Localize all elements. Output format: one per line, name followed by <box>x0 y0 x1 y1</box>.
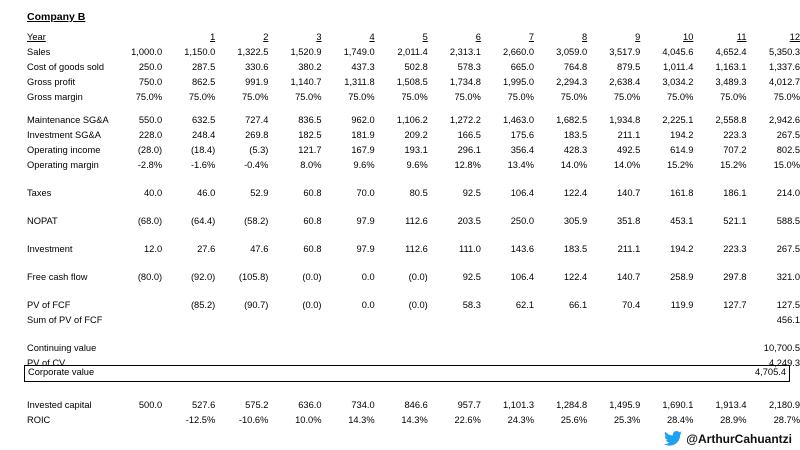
spacer-cell <box>27 201 800 214</box>
value-cell: 193.1 <box>404 145 428 155</box>
table-row <box>27 158 800 173</box>
value-cell: 2,558.8 <box>715 115 747 125</box>
value-cell: 614.9 <box>670 145 694 155</box>
value-cell: 4,012.7 <box>768 77 800 87</box>
row-spacer <box>27 257 800 270</box>
value-cell: 75.0% <box>720 92 747 102</box>
year-header-cell: 6 <box>475 32 481 42</box>
value-cell: 140.7 <box>616 272 641 282</box>
value-cell: (5.3) <box>249 145 269 155</box>
value-cell: 321.0 <box>776 272 800 282</box>
value-cell: 40.0 <box>144 188 163 198</box>
twitter-bird-icon <box>664 431 682 446</box>
table-row <box>27 298 800 313</box>
value-cell: 2,942.6 <box>768 115 800 125</box>
value-cell: 14.0% <box>613 160 641 170</box>
value-cell: 0.0 <box>361 300 375 310</box>
value-cell: 550.0 <box>138 115 163 125</box>
value-cell: (28.0) <box>137 145 163 155</box>
row-label: Operating margin <box>27 160 99 170</box>
value-cell: 140.7 <box>616 188 641 198</box>
value-cell: 194.2 <box>670 244 694 254</box>
value-cell: 356.4 <box>510 145 534 155</box>
value-cell: 2,294.3 <box>556 77 588 87</box>
value-cell: 351.8 <box>616 216 641 226</box>
table-row <box>27 313 800 328</box>
table-row <box>27 143 800 158</box>
twitter-handle-text: @ArthurCahuantzi <box>686 431 792 446</box>
value-cell: 60.8 <box>303 244 322 254</box>
value-cell <box>126 313 162 328</box>
value-cell: 2,180.9 <box>768 400 800 410</box>
value-cell: 2,225.1 <box>662 115 694 125</box>
row-spacer <box>27 173 800 186</box>
value-cell: 1,682.5 <box>556 115 588 125</box>
value-cell: 112.6 <box>405 244 428 254</box>
value-cell: 453.1 <box>670 216 694 226</box>
value-cell <box>162 341 215 356</box>
value-cell <box>587 313 640 328</box>
twitter-handle[interactable] <box>664 431 792 446</box>
row-label: Investment SG&A <box>27 130 101 140</box>
value-cell: -1.6% <box>190 160 216 170</box>
value-cell: 143.6 <box>510 244 534 254</box>
value-cell: 1,311.8 <box>344 77 375 87</box>
value-cell: 879.5 <box>616 62 641 72</box>
value-cell: 258.9 <box>670 272 694 282</box>
year-header-cell: 1 <box>210 32 216 42</box>
value-cell: 575.2 <box>245 400 269 410</box>
row-label: Operating income <box>27 145 101 155</box>
value-cell: 846.6 <box>404 400 428 410</box>
value-cell: 1,000.0 <box>131 47 163 57</box>
value-cell: 250.0 <box>138 62 163 72</box>
value-cell: 52.9 <box>250 188 269 198</box>
value-cell: 521.1 <box>723 216 747 226</box>
value-cell: (18.4) <box>190 145 216 155</box>
value-cell: 527.6 <box>191 400 216 410</box>
value-cell: 802.5 <box>776 145 800 155</box>
value-cell: -2.8% <box>137 160 163 170</box>
row-label: Maintenance SG&A <box>27 115 109 125</box>
value-cell: 228.0 <box>138 130 163 140</box>
value-cell: 46.0 <box>197 188 216 198</box>
corporate-value-amount: 4,705.4 <box>754 367 786 377</box>
value-cell: 1,995.0 <box>502 77 534 87</box>
value-cell <box>534 313 587 328</box>
value-cell: 111.0 <box>458 244 481 254</box>
value-cell: 1,101.3 <box>502 400 534 410</box>
value-cell: 75.0% <box>401 92 428 102</box>
row-spacer <box>27 285 800 298</box>
value-cell: 4,249.3 <box>768 358 800 368</box>
value-cell: 58.3 <box>462 300 481 310</box>
value-cell: 70.0 <box>356 188 375 198</box>
value-cell: 75.0% <box>242 92 269 102</box>
value-cell: (92.0) <box>190 272 216 282</box>
table-row <box>27 341 800 356</box>
table-row <box>27 413 800 428</box>
value-cell: 112.6 <box>405 216 428 226</box>
value-cell: 330.6 <box>245 62 269 72</box>
value-cell: 181.9 <box>351 130 375 140</box>
year-header-cell: 8 <box>581 32 588 42</box>
value-cell: 97.9 <box>356 216 375 226</box>
value-cell <box>640 313 693 328</box>
value-cell: 106.4 <box>510 188 534 198</box>
value-cell: 223.3 <box>723 130 747 140</box>
value-cell: 297.8 <box>723 272 747 282</box>
value-cell: 161.8 <box>670 188 694 198</box>
table-row <box>27 270 800 285</box>
value-cell: 211.1 <box>617 130 641 140</box>
spacer-cell <box>27 173 800 186</box>
value-cell: 194.2 <box>670 130 694 140</box>
value-cell: 22.6% <box>454 415 481 425</box>
row-label: PV of FCF <box>27 300 71 310</box>
value-cell: (58.2) <box>244 216 269 226</box>
row-label: NOPAT <box>27 216 58 226</box>
value-cell: 60.8 <box>303 216 322 226</box>
value-cell: 75.0% <box>454 92 481 102</box>
value-cell: 214.0 <box>776 188 800 198</box>
year-header-label: Year <box>27 32 46 42</box>
row-label: Cost of goods sold <box>27 62 105 72</box>
value-cell: 27.6 <box>197 244 216 254</box>
value-cell: 492.5 <box>616 145 641 155</box>
row-spacer <box>27 229 800 242</box>
value-cell: 75.0% <box>560 92 588 102</box>
row-label: Gross profit <box>27 77 76 87</box>
value-cell: 1,106.2 <box>396 115 428 125</box>
value-cell: 24.3% <box>507 415 534 425</box>
corporate-value-label: Corporate value <box>28 367 95 377</box>
value-cell: 707.2 <box>723 145 747 155</box>
value-cell: 4,652.4 <box>715 47 747 57</box>
value-cell: 122.4 <box>563 272 588 282</box>
value-cell: 13.4% <box>507 160 534 170</box>
value-cell: 1,337.6 <box>768 62 800 72</box>
value-cell: 1,913.4 <box>715 400 747 410</box>
value-cell: 75.0% <box>188 92 216 102</box>
value-cell: -10.6% <box>238 415 269 425</box>
value-cell: -0.4% <box>244 160 269 170</box>
row-label: Continuing value <box>27 343 97 353</box>
table-row <box>27 186 800 201</box>
value-cell <box>587 341 640 356</box>
value-cell: (0.0) <box>408 272 428 282</box>
value-cell: 92.5 <box>462 188 481 198</box>
value-cell: 380.2 <box>298 62 322 72</box>
value-cell: 60.8 <box>303 188 322 198</box>
table-row <box>27 242 800 257</box>
spacer-cell <box>27 105 800 113</box>
value-cell: 119.9 <box>670 300 694 310</box>
value-cell: 75.0% <box>773 92 800 102</box>
table-row <box>27 90 800 105</box>
value-cell: 28.4% <box>667 415 694 425</box>
value-cell: 5,350.3 <box>768 47 800 57</box>
value-cell <box>534 341 587 356</box>
value-cell: 1,690.1 <box>662 400 694 410</box>
value-cell: 80.5 <box>409 188 428 198</box>
value-cell: 121.7 <box>298 145 322 155</box>
value-cell: (85.2) <box>190 300 216 310</box>
value-cell: 97.9 <box>356 244 375 254</box>
value-cell: 186.1 <box>723 188 747 198</box>
row-label: Invested capital <box>27 400 92 410</box>
value-cell: 182.5 <box>298 130 322 140</box>
value-cell: 1,508.5 <box>396 77 428 87</box>
table-row <box>27 214 800 229</box>
year-header-cell: 3 <box>316 32 322 42</box>
value-cell: 267.5 <box>776 130 800 140</box>
page-title: Company B <box>27 11 86 23</box>
row-label: ROIC <box>27 415 51 425</box>
table-row <box>27 113 800 128</box>
value-cell: 127.5 <box>776 300 800 310</box>
value-cell <box>481 341 534 356</box>
year-header-cell: 7 <box>528 32 534 42</box>
value-cell: 1,284.8 <box>556 400 588 410</box>
year-header-cell: 4 <box>369 32 375 42</box>
value-cell <box>481 313 534 328</box>
value-cell: 502.8 <box>404 62 428 72</box>
value-cell: 75.0% <box>667 92 694 102</box>
value-cell: 10,700.5 <box>763 343 800 353</box>
value-cell: 957.7 <box>457 400 481 410</box>
value-cell: 211.1 <box>617 244 641 254</box>
value-cell: 4,045.6 <box>662 47 694 57</box>
value-cell <box>215 313 268 328</box>
value-cell: 437.3 <box>351 62 375 72</box>
value-cell: 9.6% <box>406 160 428 170</box>
year-header-cell: 5 <box>422 32 428 42</box>
value-cell: 1,749.0 <box>343 47 375 57</box>
value-cell <box>268 341 321 356</box>
value-cell: 1,272.2 <box>449 115 481 125</box>
table-row <box>27 398 800 413</box>
value-cell: 15.0% <box>773 160 800 170</box>
value-cell <box>322 341 375 356</box>
value-cell: (68.0) <box>137 216 163 226</box>
value-cell: 248.4 <box>191 130 216 140</box>
value-cell: 750.0 <box>138 77 163 87</box>
value-cell: 28.7% <box>773 415 800 425</box>
value-cell: 2,660.0 <box>502 47 534 57</box>
value-cell: 727.4 <box>245 115 269 125</box>
value-cell: 1,934.8 <box>609 115 641 125</box>
value-cell: 269.8 <box>245 130 269 140</box>
value-cell: 223.3 <box>723 244 747 254</box>
value-cell: 836.5 <box>298 115 322 125</box>
value-cell: 3,034.2 <box>662 77 694 87</box>
value-cell: 66.1 <box>569 300 588 310</box>
value-cell: 287.5 <box>191 62 216 72</box>
value-cell: 1,463.0 <box>502 115 534 125</box>
value-cell: 1,520.9 <box>290 47 322 57</box>
value-cell <box>126 298 162 313</box>
value-cell: 267.5 <box>776 244 800 254</box>
year-header-cell: 2 <box>263 32 269 42</box>
value-cell: 106.4 <box>510 272 534 282</box>
value-cell: 70.4 <box>622 300 641 310</box>
value-cell: 1,150.0 <box>184 47 216 57</box>
value-cell: (0.0) <box>302 300 322 310</box>
value-cell: 632.5 <box>191 115 216 125</box>
value-cell: (0.0) <box>408 300 428 310</box>
row-spacer <box>27 201 800 214</box>
value-cell: 296.1 <box>457 145 481 155</box>
value-cell: 9.6% <box>353 160 375 170</box>
value-cell: 25.6% <box>560 415 588 425</box>
value-cell: 92.5 <box>462 272 481 282</box>
value-cell: 2,638.4 <box>609 77 641 87</box>
value-cell: 1,140.7 <box>290 77 322 87</box>
value-cell: 47.6 <box>250 244 269 254</box>
spacer-cell <box>27 285 800 298</box>
value-cell: 14.3% <box>348 415 375 425</box>
value-cell: 734.0 <box>351 400 375 410</box>
value-cell: 305.9 <box>563 216 588 226</box>
value-cell: (0.0) <box>302 272 322 282</box>
value-cell <box>322 313 375 328</box>
value-cell: 578.3 <box>457 62 481 72</box>
value-cell <box>640 341 693 356</box>
row-label: Taxes <box>27 188 52 198</box>
year-header-cell: 11 <box>736 32 747 42</box>
row-label: Sales <box>27 47 51 57</box>
value-cell <box>375 313 428 328</box>
value-cell <box>126 341 162 356</box>
value-cell: 12.0 <box>144 244 163 254</box>
value-cell: 456.1 <box>776 315 800 325</box>
value-cell: 75.0% <box>295 92 322 102</box>
value-cell: 183.5 <box>563 130 588 140</box>
value-cell <box>162 313 215 328</box>
value-cell: 28.9% <box>720 415 747 425</box>
value-cell: 203.5 <box>457 216 481 226</box>
value-cell: 665.0 <box>510 62 534 72</box>
value-cell: 122.4 <box>563 188 588 198</box>
value-cell: 2,313.1 <box>449 47 481 57</box>
value-cell <box>268 313 321 328</box>
value-cell: 127.7 <box>723 300 747 310</box>
value-cell: 183.5 <box>563 244 588 254</box>
corporate-value-box <box>24 365 790 382</box>
value-cell: 862.5 <box>191 77 216 87</box>
spacer-cell <box>27 257 800 270</box>
value-cell: 166.5 <box>457 130 481 140</box>
row-label: Sum of PV of FCF <box>27 315 103 325</box>
value-cell: 764.8 <box>563 62 588 72</box>
value-cell: 588.5 <box>776 216 800 226</box>
year-header-row <box>27 30 800 45</box>
value-cell <box>428 313 481 328</box>
value-cell: 1,322.5 <box>237 47 269 57</box>
value-cell: 8.0% <box>300 160 322 170</box>
row-spacer <box>27 105 800 113</box>
value-cell: 962.0 <box>351 115 375 125</box>
table-row <box>27 45 800 60</box>
value-cell <box>428 341 481 356</box>
value-cell: 250.0 <box>510 216 534 226</box>
value-cell: 15.2% <box>667 160 694 170</box>
year-header-cell: 10 <box>683 32 694 42</box>
table-row <box>27 60 800 75</box>
row-spacer <box>27 328 800 341</box>
value-cell: 0.0 <box>361 272 375 282</box>
value-cell: 428.3 <box>563 145 588 155</box>
value-cell: 14.3% <box>401 415 428 425</box>
spacer-cell <box>27 229 800 242</box>
value-cell: (64.4) <box>190 216 216 226</box>
year-header-cell: 9 <box>635 32 641 42</box>
value-cell: (90.7) <box>244 300 269 310</box>
value-cell: -12.5% <box>185 415 216 425</box>
value-cell: 3,059.0 <box>556 47 588 57</box>
year-header-blank <box>126 30 162 45</box>
spacer-cell <box>27 328 800 341</box>
row-label: Gross margin <box>27 92 83 102</box>
table-row <box>27 128 800 143</box>
value-cell: 75.0% <box>135 92 163 102</box>
value-cell: 10.0% <box>295 415 322 425</box>
value-cell: 1,495.9 <box>609 400 641 410</box>
table-row <box>27 75 800 90</box>
value-cell: 2,011.4 <box>397 47 428 57</box>
year-header-cell: 12 <box>789 32 800 42</box>
value-cell: 1,163.1 <box>715 62 747 72</box>
value-cell: 500.0 <box>138 400 163 410</box>
value-cell: 3,517.9 <box>609 47 641 57</box>
value-cell: 1,734.8 <box>449 77 481 87</box>
value-cell: 12.8% <box>454 160 481 170</box>
value-cell: 175.6 <box>510 130 534 140</box>
value-cell: (105.8) <box>238 272 269 282</box>
value-cell <box>215 341 268 356</box>
value-cell: 75.0% <box>613 92 641 102</box>
value-cell: 3,489.3 <box>715 77 747 87</box>
value-cell: 636.0 <box>298 400 322 410</box>
row-label: Investment <box>27 244 73 254</box>
value-cell: 167.9 <box>351 145 375 155</box>
value-cell: 62.1 <box>515 300 534 310</box>
value-cell <box>693 313 746 328</box>
value-cell: 75.0% <box>348 92 375 102</box>
value-cell: 209.2 <box>404 130 428 140</box>
value-cell: 1,011.4 <box>663 62 694 72</box>
value-cell: 25.3% <box>613 415 641 425</box>
row-label: PV of CV <box>27 358 66 368</box>
value-cell <box>126 413 162 428</box>
value-cell: 75.0% <box>507 92 534 102</box>
value-cell: (80.0) <box>137 272 163 282</box>
value-cell: 14.0% <box>560 160 588 170</box>
value-cell <box>375 341 428 356</box>
value-cell: 991.9 <box>245 77 269 87</box>
row-label: Free cash flow <box>27 272 88 282</box>
value-cell: 15.2% <box>720 160 747 170</box>
value-cell <box>693 341 746 356</box>
